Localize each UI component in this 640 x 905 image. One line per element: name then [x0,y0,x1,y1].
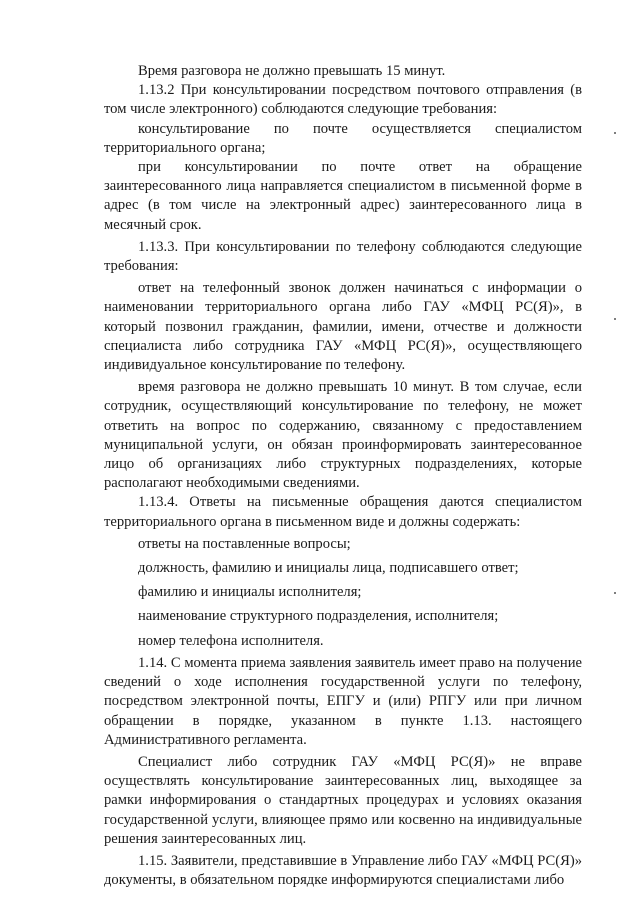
paragraph-mail-consulting: консультирование по почте осуществляется специалистом территориального органа; [104,120,582,156]
paragraph-mail-answer: при консультировании по почте ответ на обращение заинтересованного лица направляется специалистом в письменной форме в адрес (в том числе на электронный адрес) заинтересованного лица в месячный срок. [104,159,582,233]
paragraph-1-13-3: 1.13.3. При консультировании по телефону соблюдаются следующие требования: [104,238,582,275]
paragraph-1-14: 1.14. С момента приема заявления заявитель имеет право на получение сведений о ходе исполнения государственной услуги по телефону, посредством электронной почты, ЕПГУ и (или) РПГУ или при личном обращении в порядке, указанном в пункте 1.13. настоящего Административного регламента. [104,654,582,748]
scan-speck [614,132,616,134]
paragraph-1-13-4: 1.13.4. Ответы на письменные обращения даются специалистом территориального органа в письменном виде и должны содержать: [104,494,582,530]
list-item: фамилию и инициалы исполнителя; [138,584,362,601]
list-item: должность, фамилию и инициалы лица, подписавшего ответ; [138,560,519,577]
paragraph-1-15: 1.15. Заявители, представившие в Управление либо ГАУ «МФЦ РС(Я)» документы, в обязательном порядке информируются специалистами либо [104,852,582,889]
paragraph-1-13-2: 1.13.2 При консультировании посредством почтового отправления (в том числе электронного) соблюдаются следующие требования: [104,82,582,118]
paragraph-specialist-restriction: Специалист либо сотрудник ГАУ «МФЦ РС(Я)» не вправе осуществлять консультирование заинтересованных лиц, выходящее за рамки информирования о стандартных процедурах и условиях оказания государственной услуги, влияющее прямо или косвенно на индивидуальные решения заинтересованных лиц. [104,753,582,847]
paragraph-time-limit-10: время разговора не должно превышать 10 минут. В том случае, если сотрудник, осуществляющий консультирование по телефону, не может ответить на вопрос по содержанию, связанному с предоставлением муниципальной услуги, он обязан проинформировать заинтересованное лицо об организациях либо структурных подразделениях, которые располагают необходимыми сведениями. [104,379,582,492]
scan-speck [614,318,616,320]
scan-speck [614,592,616,594]
paragraph-phone-answer: ответ на телефонный звонок должен начинаться с информации о наименовании территориального органа либо ГАУ «МФЦ РС(Я)», в который позвонил гражданин, фамилии, имени, отчестве и должности специалиста либо сотрудника ГАУ «МФЦ РС(Я)», осуществляющего индивидуальное консультирование по телефону. [104,280,582,374]
list-item: ответы на поставленные вопросы; [138,535,351,552]
paragraph-time-limit-15: Время разговора не должно превышать 15 минут. [138,63,446,79]
list-item: номер телефона исполнителя. [138,632,324,649]
document-body [104,62,582,890]
list-item: наименование структурного подразделения, исполнителя; [138,608,499,625]
